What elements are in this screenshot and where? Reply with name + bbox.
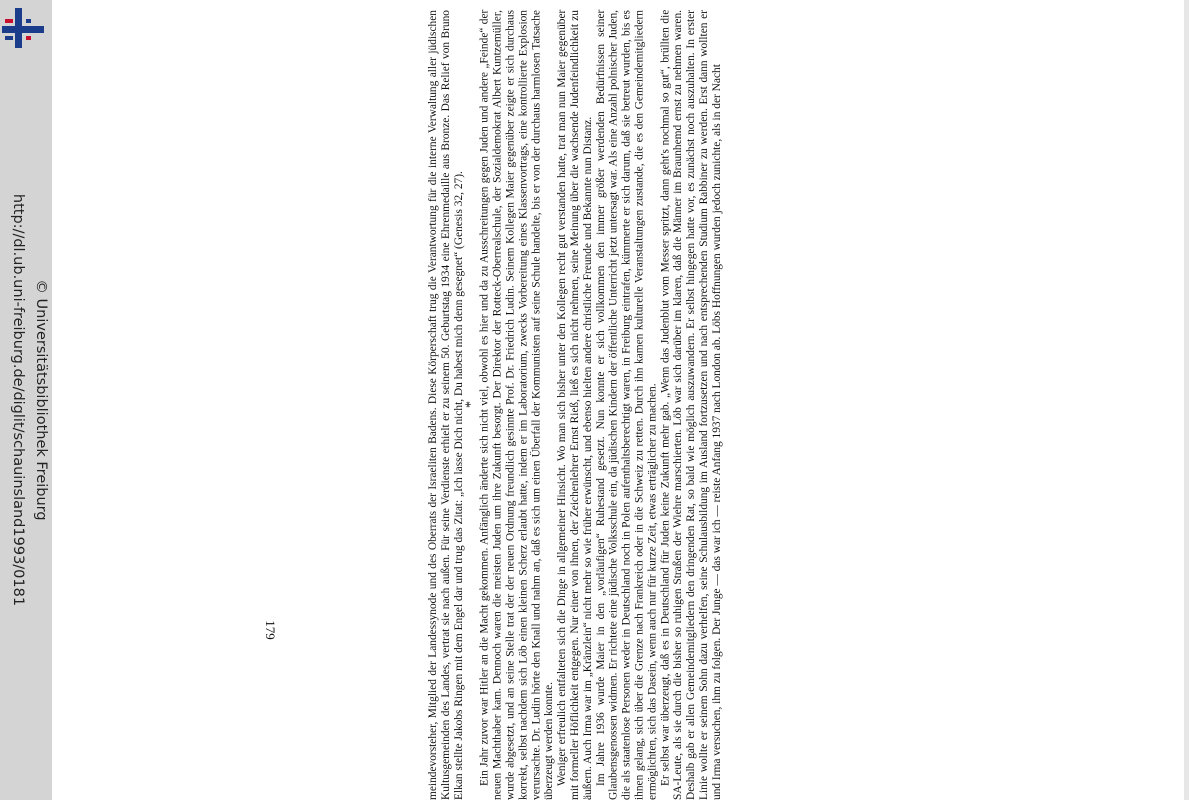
scanned-page	[52, 0, 1189, 800]
copyright-text: © Universitätsbibliothek Freiburg	[33, 279, 49, 521]
paragraph-2: Ein Jahr zuvor war Hitler an die Macht gekommen. Anfänglich änderte sich nicht viel, obwohl es hier und da zu Ausschreitungen gegen Juden und andere „Feinde“ der neuen Machthaber kam. Dennoch waren die meisten Juden um ihre Zukunft besorgt. Der Direktor der Rotteck-Oberrealschule, der Sozialdemokrat Albert Kuntzemüller, wurde abgesetzt, und an seine Stelle trat der der neuen Ordnung freundlich gesinnte Prof. Dr. Friedrich Ludin. Seinem Kollegen Maier gegenüber zeigte er sich durchaus korrekt, selbst nachdem sich Löb einen kleinen Scherz erlaubt hatte, indem er im Laboratorium, zwecks Vorbereitung eines Klassenvortrags, eine kontrollierte Explosion verursachte. Dr. Ludin hörte den Knall und nahm an, daß es sich um einen Überfall der Kommunisten auf seine Schule handelte, bis er von der durchaus harmlosen Tatsache überzeugt werden konnte.	[478, 10, 556, 800]
paragraph-1: meindevorsteher, Mitglied der Landessynode und des Oberrats der Israeliten Badens. Diese Körperschaft trug die Verantwortung für die interne Verwaltung aller jüdischen Kultusgemeinden des Landes, vertrat sie nach außen. Für seine Verdienste erhielt er zu seinem 50. Geburtstag 1934 eine Ehrenmedaille aus Bronze. Das Relief von Bruno Elkan stellte Jakobs Ringen mit dem Engel dar und trug das Zitat: „Ich lasse Dich nicht, Du habest mich denn gesegnet“ (Genesis 32, 27).	[427, 10, 465, 800]
page-content-rotated	[427, 10, 917, 800]
sidebar	[0, 0, 52, 800]
paragraph-3: Weniger erfreulich entfalteten sich die Dinge in allgemeiner Hinsicht. Wo man sich bisher unter den Kollegen recht gut verstanden hatte, trat man nun Maier gegenüber mit formeller Höflichkeit entgegen. Nur einer von ihnen, der Zeichenlehrer Ernst Rieß, ließ es sich nicht nehmen, seine Meinung über die wachsende Judenfeindlichkeit zu äußern. Auch Irma war im „Kränzlein“ nicht mehr so wie früher erwünscht, und ebenso hielten andere christliche Freunde und Bekannte nun Distanz.	[556, 10, 594, 800]
paragraph-5: Er selbst war überzeugt, daß es in Deutschland für Juden keine Zukunft mehr gab. „Wenn das Judenblut vom Messer spritzt, dann geht's nochmal so gut“, brüllten die SA-Leute, als sie durch die bisher so ruhigen Straßen der Wiehre marschierten. Löb war sich darüber im klaren, daß die Männer im Braunhemd ernst zu nehmen waren. Deshalb gab er allen Gemeindemitgliedern den dringenden Rat, so bald wie möglich auszuwandern. Er selbst hingegen hatte vor, es zunächst noch auszuhalten. In erster Linie wollte er seinem Sohn dazu verhelfen, seine Schulausbildung im Ausland fortzusetzen und nach entsprechenden Studium Rabbiner zu werden. Erst dann wollten er und Irma versuchen, ihm zu folgen. Der Junge — das war ich — reiste Anfang 1937 nach London ab. Löbs Hoffnungen wurden jedoch zunichte, als in der Nacht	[659, 10, 723, 800]
page-number: 179	[262, 620, 278, 640]
document-url-link[interactable]: http://dl.ub.uni-freiburg.de/diglit/schauinsland1993/0181	[10, 193, 26, 607]
paragraph-4: Im Jahre 1936 wurde Maier in den „vorläufigen“ Ruhestand gesetzt. Nun konnte er sich vollkommen den immer größer werdenden Bedürfnissen seiner Glaubensgenossen widmen. Er richtete eine jüdische Volksschule ein, da jüdischen Kindern der öffentliche Unterricht jetzt untersagt war. Als eine Anzahl polnischer Juden, die als staatenlose Personen weder in Deutschland noch in Polen aufenthaltsberechtigt waren, in Freiburg eintrafen, kümmerte er sich darum, daß sie betreut wurden, bis es ihnen gelang, sich über die Grenze nach Frankreich oder in die Schweiz zu retten. Durch ihn kamen kulturelle Veranstaltungen zustande, die es den Gemeindemitgliedern ermöglichten, sich das Dasein, wenn auch nur für kurze Zeit, etwas erträglicher zu machen.	[594, 10, 659, 800]
page-text-block	[427, 10, 917, 800]
sidebar-citation	[0, 0, 52, 800]
section-separator-asterisk: *	[463, 401, 479, 409]
